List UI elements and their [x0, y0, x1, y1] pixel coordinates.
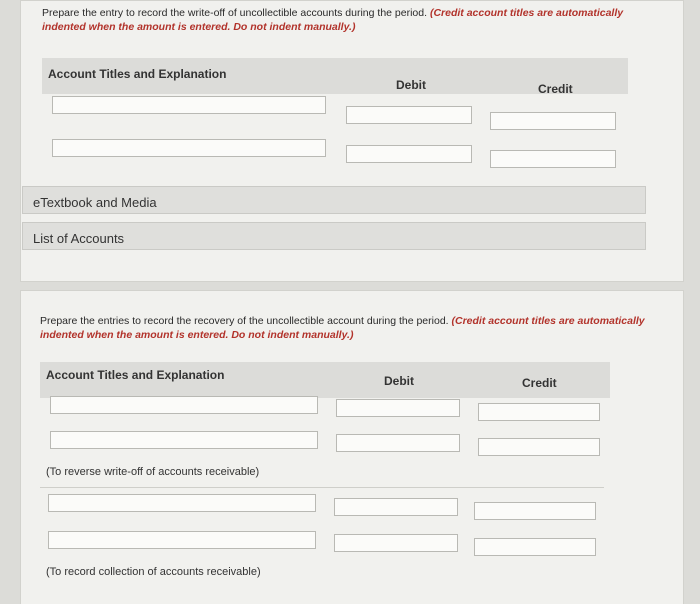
write-off-debit-input-1[interactable] [346, 106, 472, 124]
reverse-credit-input-1[interactable] [478, 403, 600, 421]
recovery-table-header [40, 362, 610, 398]
credit-header: Credit [522, 376, 557, 390]
debit-header: Debit [384, 374, 414, 388]
account-titles-header: Account Titles and Explanation [46, 368, 225, 382]
reverse-debit-input-1[interactable] [336, 399, 460, 417]
reverse-write-off-note: (To reverse write-off of accounts receivable) [46, 466, 260, 478]
collection-debit-input-1[interactable] [334, 498, 458, 516]
write-off-credit-input-1[interactable] [490, 112, 616, 130]
record-collection-note: (To record collection of accounts receivable) [46, 566, 261, 578]
credit-header: Credit [538, 82, 573, 96]
collection-credit-input-2[interactable] [474, 538, 596, 556]
write-off-account-input-1[interactable] [52, 96, 326, 114]
debit-header: Debit [396, 78, 426, 92]
recovery-instruction: Prepare the entries to record the recovery of the uncollectible account during the period. (Credit account titles are automatically indented when the amount is entered. Do not indent manually.) [40, 315, 645, 341]
write-off-credit-input-2[interactable] [490, 150, 616, 168]
account-titles-header: Account Titles and Explanation [48, 67, 227, 81]
collection-account-input-1[interactable] [48, 494, 316, 512]
collection-account-input-2[interactable] [48, 531, 316, 549]
list-of-accounts-link[interactable]: List of Accounts [22, 222, 646, 250]
collection-debit-input-2[interactable] [334, 534, 458, 552]
reverse-account-input-1[interactable] [50, 396, 318, 414]
reverse-credit-input-2[interactable] [478, 438, 600, 456]
etextbook-media-link[interactable]: eTextbook and Media [22, 186, 646, 214]
collection-credit-input-1[interactable] [474, 502, 596, 520]
write-off-table-header [42, 58, 628, 94]
write-off-instruction: Prepare the entry to record the write-off of uncollectible accounts during the period. (Credit account titles are automatically indented when the amount is entered. Do not indent manually.) [42, 7, 624, 33]
reverse-debit-input-2[interactable] [336, 434, 460, 452]
entry-divider [40, 487, 604, 488]
write-off-debit-input-2[interactable] [346, 145, 472, 163]
write-off-account-input-2[interactable] [52, 139, 326, 157]
reverse-account-input-2[interactable] [50, 431, 318, 449]
